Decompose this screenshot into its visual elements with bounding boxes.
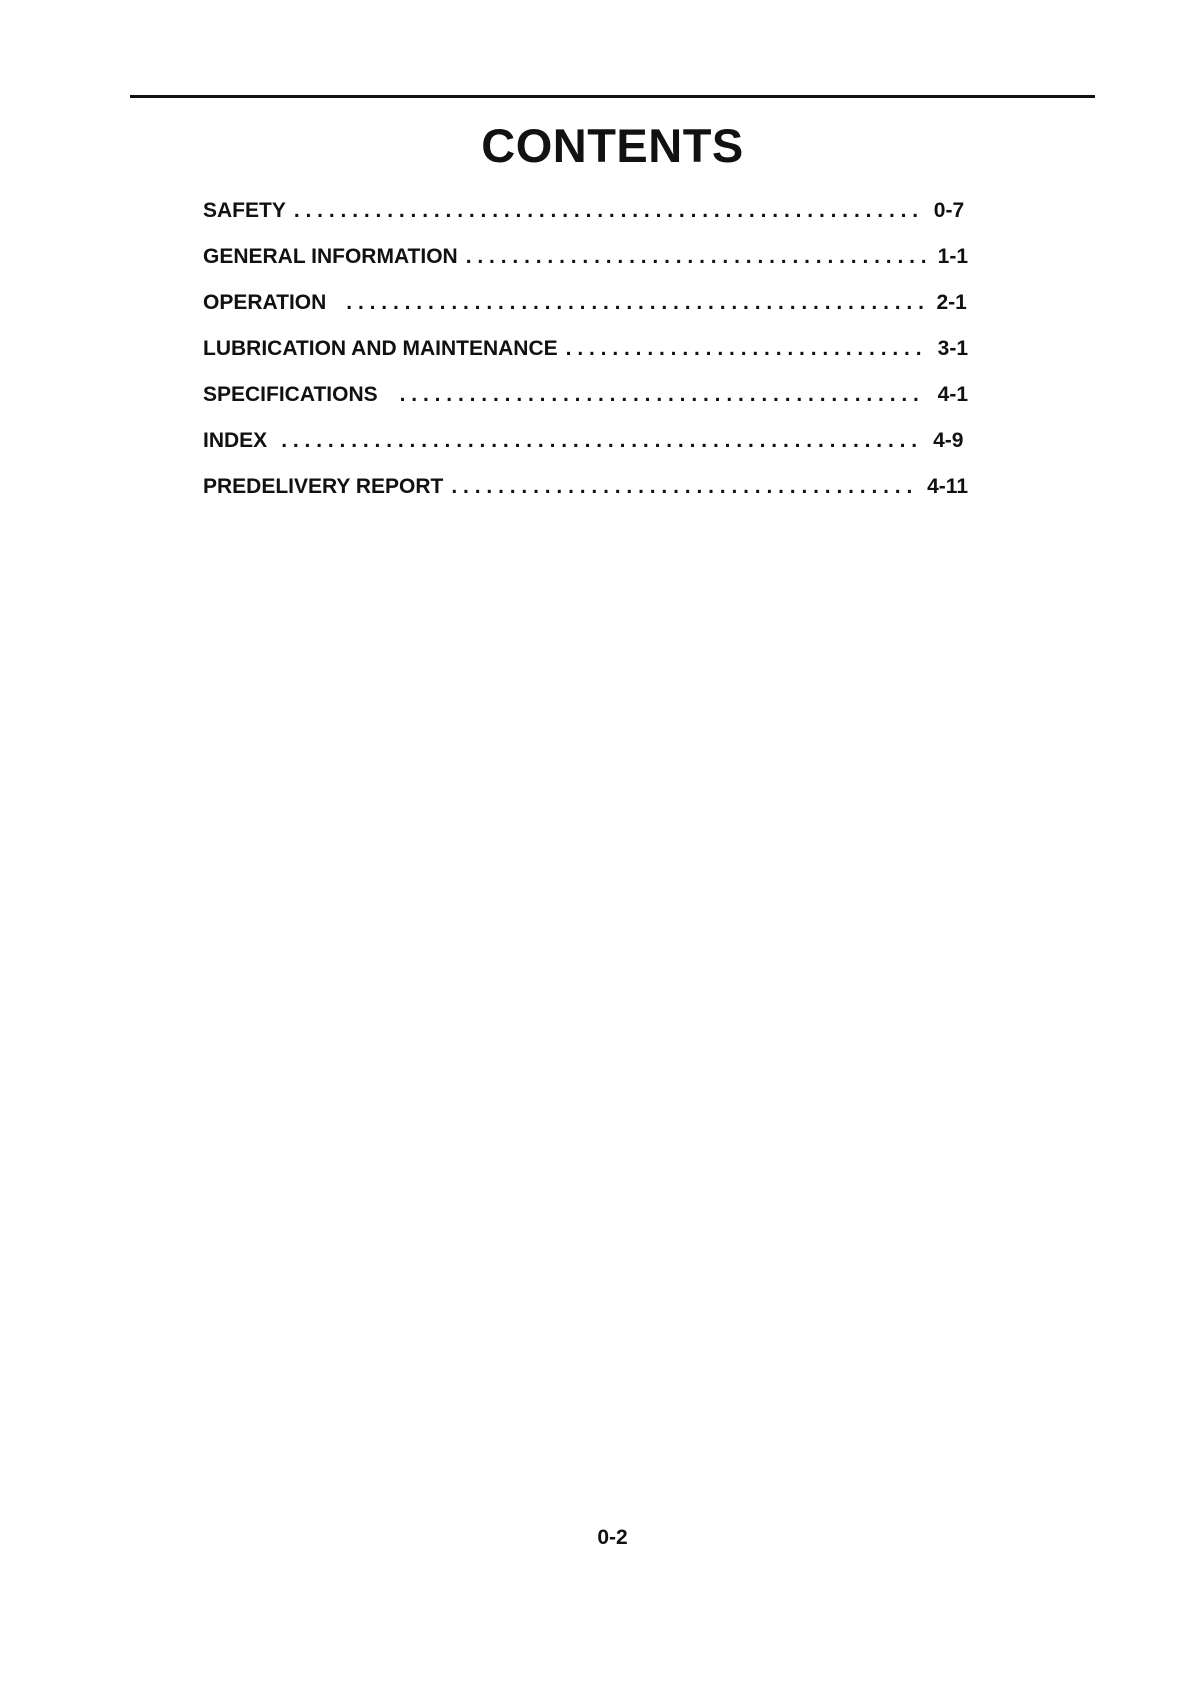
toc-entry-index[interactable]	[203, 429, 968, 475]
toc-entry-general-information[interactable]	[203, 245, 968, 291]
toc-entry-label: SAFETY	[203, 199, 286, 222]
toc-entry-safety[interactable]	[203, 199, 968, 245]
toc-dot-leader	[346, 291, 924, 315]
header-rule	[130, 95, 1095, 98]
toc-dot-leader	[281, 429, 921, 453]
toc-entry-specifications[interactable]	[203, 383, 968, 429]
toc-dot-leader	[451, 475, 915, 499]
page-number: 0-2	[597, 1526, 628, 1549]
toc-entry-label: INDEX	[203, 429, 268, 452]
toc-entry-label: SPECIFICATIONS	[203, 383, 378, 406]
page-title: CONTENTS	[481, 119, 744, 172]
table-of-contents	[203, 199, 968, 521]
toc-entry-page: 4-11	[927, 475, 968, 498]
toc-entry-page: 1-1	[937, 245, 968, 268]
toc-entry-lubrication-and-maintenance[interactable]	[203, 337, 968, 383]
toc-entry-page: 0-7	[933, 199, 965, 222]
toc-entry-label: LUBRICATION AND MAINTENANCE	[203, 337, 558, 360]
toc-entry-label: GENERAL INFORMATION	[203, 245, 458, 268]
toc-dot-leader	[566, 337, 926, 361]
toc-dot-leader	[294, 199, 922, 223]
toc-dot-leader	[400, 383, 926, 407]
toc-entry-page: 4-1	[937, 383, 968, 406]
toc-entry-page: 2-1	[936, 291, 967, 314]
toc-entry-label: OPERATION	[203, 291, 327, 314]
toc-entry-page: 4-9	[933, 429, 964, 452]
toc-entry-label: PREDELIVERY REPORT	[203, 475, 444, 498]
toc-entry-page: 3-1	[937, 337, 968, 360]
toc-dot-leader	[466, 245, 926, 269]
toc-entry-operation[interactable]	[203, 291, 968, 337]
toc-entry-predelivery-report[interactable]	[203, 475, 968, 521]
